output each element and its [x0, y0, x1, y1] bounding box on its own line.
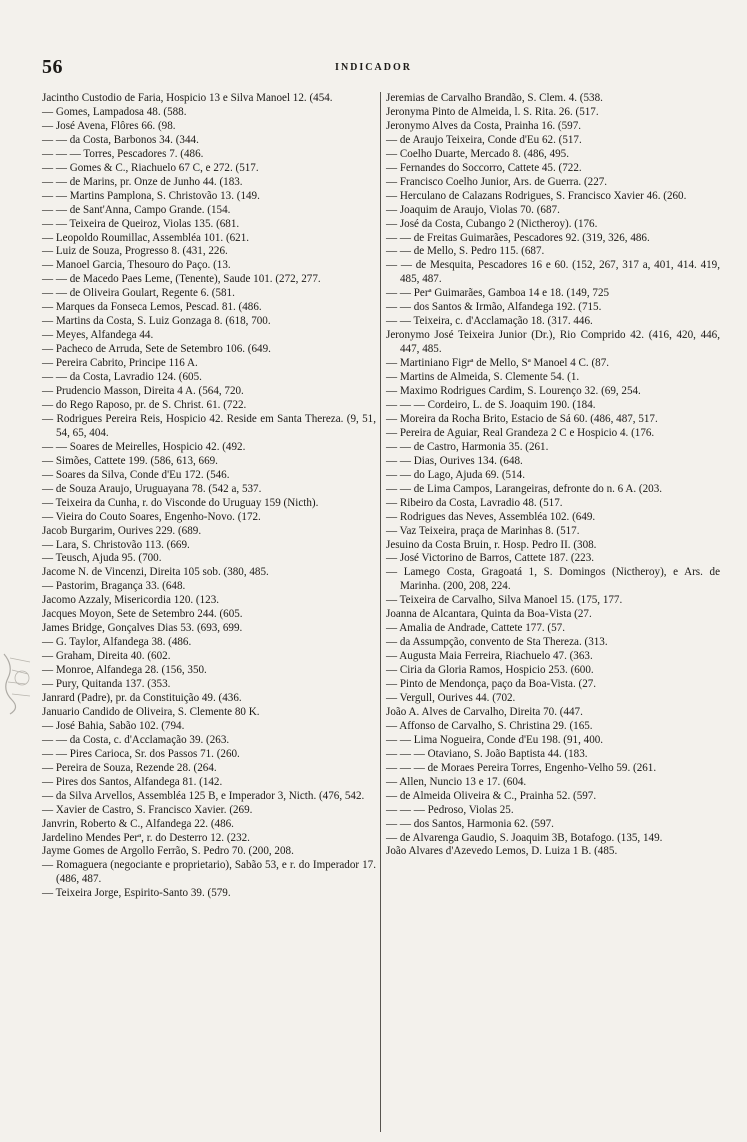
directory-entry: — Rodrigues das Neves, Assembléa 102. (649. [386, 510, 596, 523]
directory-entry: — da Silva Arvellos, Assembléa 125 B, e Imperador 3, Nicth. (476, 542. [42, 789, 365, 802]
directory-entry: — Moreira da Rocha Brito, Estacio de Sá 60. (486, 487, 517. [386, 412, 658, 425]
directory-entry: — Manoel Garcia, Thesouro do Paço. (13. [42, 259, 231, 272]
directory-entry: Jesuino da Costa Bruin, r. Hosp. Pedro II. (308. [386, 538, 597, 551]
directory-entry: — Romaguera (negociante e proprietario), Sabão 53, e r. do Imperador 17. (486, 487. [42, 859, 376, 886]
directory-entry: — Augusta Maia Ferreira, Riachuelo 47. (363. [386, 650, 593, 663]
directory-entry: Janvrin, Roberto & C., Alfandega 22. (486. [42, 817, 234, 830]
directory-entry: — Pastorim, Bragança 33. (648. [42, 580, 186, 593]
directory-entry: — — de Castro, Harmonia 35. (261. [386, 440, 549, 453]
directory-entry: — Xavier de Castro, S. Francisco Xavier. (269. [42, 803, 253, 816]
directory-entry: — — dos Santos & Irmão, Alfandega 192. (715. [386, 301, 602, 314]
directory-entry: — Amalia de Andrade, Cattete 177. (57. [386, 622, 565, 635]
directory-entry: — Ribeiro da Costa, Lavradio 48. (517. [386, 496, 563, 509]
directory-entry: — Marques da Fonseca Lemos, Pescad. 81. (486. [42, 301, 262, 314]
directory-entry: — — de Oliveira Goulart, Regente 6. (581. [42, 287, 235, 300]
directory-entry: — — Pires Carioca, Sr. dos Passos 71. (260. [42, 747, 240, 760]
directory-entry: — — Dias, Ourives 134. (648. [386, 454, 523, 467]
directory-entry: Jeronyma Pinto de Almeida, l. S. Rita. 26. (517. [386, 105, 599, 118]
directory-entry: — Pacheco de Arruda, Sete de Setembro 106. (649. [42, 343, 271, 356]
directory-entry: — Coelho Duarte, Mercado 8. (486, 495. [386, 147, 570, 160]
directory-entry: — Affonso de Carvalho, S. Christina 29. (165. [386, 719, 593, 732]
directory-entry: — Pinto de Mendonça, paço da Boa-Vista. (27. [386, 678, 597, 691]
directory-entry: Januario Candido de Oliveira, S. Clemente 80 K. [42, 705, 260, 718]
directory-entry: — — de Sant'Anna, Campo Grande. (154. [42, 203, 231, 216]
directory-entry: — Teixeira da Cunha, r. do Visconde do Uruguay 159 (Nicth). [42, 496, 319, 509]
directory-entry: — — Teixeira, c. d'Acclamação 18. (317. 446. [386, 315, 593, 328]
directory-entry: — Teixeira Jorge, Espirito-Santo 39. (579. [42, 887, 231, 900]
directory-entry: — da Assumpção, convento de Sta Thereza. (313. [386, 636, 608, 649]
directory-entry: — Rodrigues Pereira Reis, Hospicio 42. Reside em Santa Thereza. (9, 51, 54, 65, 404. [42, 412, 376, 439]
directory-entry: — Martins da Costa, S. Luiz Gonzaga 8. (618, 700. [42, 315, 271, 328]
column-divider [380, 92, 381, 1132]
directory-entry: — — — de Moraes Pereira Torres, Engenho-Velho 59. (261. [386, 761, 657, 774]
directory-entry: — Leopoldo Roumillac, Assembléa 101. (621. [42, 231, 250, 244]
directory-entry: — Luiz de Souza, Progresso 8. (431, 226. [42, 245, 228, 258]
directory-entry: — Graham, Direita 40. (602. [42, 650, 171, 663]
directory-entry: — Lamego Costa, Gragoatá 1, S. Domingos (Nictheroy), e Ars. de Marinha. (200, 208, 224. [386, 566, 720, 593]
directory-entry: Jardelino Mendes Perª, r. do Desterro 12. (232. [42, 831, 250, 844]
directory-entry: João A. Alves de Carvalho, Direita 70. (447. [386, 705, 583, 718]
directory-entry: — — — Otaviano, S. João Baptista 44. (183. [386, 747, 588, 760]
directory-entry: — Gomes, Lampadosa 48. (588. [42, 105, 187, 118]
directory-entry: — — — Torres, Pescadores 7. (486. [42, 147, 204, 160]
directory-entry: — — — Pedroso, Violas 25. [386, 803, 514, 816]
right-column [386, 92, 720, 859]
directory-entry: — G. Taylor, Alfandega 38. (486. [42, 636, 192, 649]
directory-entry: — Ciria da Gloria Ramos, Hospicio 253. (600. [386, 664, 594, 677]
directory-entry: — — — Cordeiro, L. de S. Joaquim 190. (184. [386, 398, 596, 411]
directory-entry: Jacome N. de Vincenzi, Direita 105 sob. (380, 485. [42, 566, 269, 579]
directory-entry: Jeremias de Carvalho Brandão, S. Clem. 4. (538. [386, 92, 603, 104]
directory-entry: — — Lima Nogueira, Conde d'Eu 198. (91, 400. [386, 733, 604, 746]
directory-entry: — Francisco Coelho Junior, Ars. de Guerra. (227. [386, 175, 608, 188]
directory-entry: — José Bahia, Sabão 102. (794. [42, 719, 185, 732]
directory-entry: — Pires dos Santos, Alfandega 81. (142. [42, 775, 223, 788]
directory-entry: Jayme Gomes de Argollo Ferrão, S. Pedro 70. (200, 208. [42, 845, 294, 858]
directory-entry: — José Avena, Flôres 66. (98. [42, 119, 176, 132]
directory-entry: — Lara, S. Christovão 113. (669. [42, 538, 190, 551]
directory-entry: — Allen, Nuncio 13 e 17. (604. [386, 775, 527, 788]
directory-entry: Joanna de Alcantara, Quinta da Boa-Vista (27. [386, 608, 592, 621]
directory-entry: — — da Costa, Barbonos 34. (344. [42, 133, 199, 146]
directory-entry: — — de Freitas Guimarães, Pescadores 92. (319, 326, 486. [386, 231, 650, 244]
directory-entry: Janrard (Padre), pr. da Constituição 49. (436. [42, 691, 242, 704]
directory-entry: João Alvares d'Azevedo Lemos, D. Luiza 1 B. (485. [386, 845, 618, 858]
directory-entry: — — dos Santos, Harmonia 62. (597. [386, 817, 554, 830]
directory-entry: — José Victorino de Barros, Cattete 187. (223. [386, 552, 595, 565]
directory-entry: — Teusch, Ajuda 95. (700. [42, 552, 162, 565]
running-head: INDICADOR [335, 62, 412, 73]
directory-entry: Jacomo Azzaly, Misericordia 120. (123. [42, 594, 220, 607]
directory-entry: — — de Marins, pr. Onze de Junho 44. (183. [42, 175, 243, 188]
directory-entry: — — de Lima Campos, Larangeiras, defronte do n. 6 A. (203. [386, 482, 663, 495]
directory-entry: — — do Lago, Ajuda 69. (514. [386, 468, 525, 481]
left-column [42, 92, 376, 901]
directory-entry: — Martins de Almeida, S. Clemente 54. (1. [386, 371, 580, 384]
library-stamp-icon [0, 648, 36, 718]
directory-entry: — Vaz Teixeira, praça de Marinhas 8. (517. [386, 524, 580, 537]
directory-entry: — Maximo Rodrigues Cardim, S. Lourenço 32. (69, 254. [386, 385, 641, 398]
directory-entry: Jacob Burgarim, Ourives 229. (689. [42, 524, 202, 537]
directory-entry: — Pury, Quitanda 137. (353. [42, 678, 171, 691]
directory-entry: — — Martins Pamplona, S. Christovão 13. (149. [42, 189, 260, 202]
directory-entry: Jeronymo José Teixeira Junior (Dr.), Rio Comprido 42. (416, 420, 446, 447, 485. [386, 329, 720, 356]
directory-entry: — de Alvarenga Gaudio, S. Joaquim 3B, Botafogo. (135, 149. [386, 831, 663, 844]
directory-entry: — Soares da Silva, Conde d'Eu 172. (546. [42, 468, 230, 481]
directory-entry: — Monroe, Alfandega 28. (156, 350. [42, 664, 207, 677]
directory-entry: Jacintho Custodio de Faria, Hospicio 13 e Silva Manoel 12. (454. [42, 92, 333, 104]
directory-entry: — Simões, Cattete 199. (586, 613, 669. [42, 454, 218, 467]
directory-entry: — de Souza Araujo, Uruguayana 78. (542 a, 537. [42, 482, 262, 495]
directory-entry: — Joaquim de Araujo, Violas 70. (687. [386, 203, 560, 216]
page-number: 56 [42, 56, 63, 78]
directory-entry: James Bridge, Gonçalves Dias 53. (693, 699. [42, 622, 243, 635]
directory-entry: — — da Costa, c. d'Acclamação 39. (263. [42, 733, 230, 746]
directory-entry: — do Rego Raposo, pr. de S. Christ. 61. (722. [42, 398, 247, 411]
directory-entry: — Pereira de Souza, Rezende 28. (264. [42, 761, 217, 774]
directory-entry: — — de Mello, S. Pedro 115. (687. [386, 245, 545, 258]
directory-entry: — José da Costa, Cubango 2 (Nictheroy). (176. [386, 217, 598, 230]
directory-entry: — Vieira do Couto Soares, Engenho-Novo. (172. [42, 510, 261, 523]
directory-entry: — Pereira de Aguiar, Real Grandeza 2 C e Hospicio 4. (176. [386, 426, 655, 439]
directory-entry: — — de Mesquita, Pescadores 16 e 60. (152, 267, 317 a, 401, 414. 419, 485, 487. [386, 259, 720, 286]
directory-entry: — Herculano de Calazans Rodrigues, S. Francisco Xavier 46. (260. [386, 189, 687, 202]
directory-entry: Jacques Moyon, Sete de Setembro 244. (605. [42, 608, 243, 621]
directory-entry: — Prudencio Masson, Direita 4 A. (564, 720. [42, 385, 244, 398]
directory-entry: — Pereira Cabrito, Principe 116 A. [42, 357, 198, 370]
directory-entry: — — Perª Guimarães, Gamboa 14 e 18. (149, 725 [386, 287, 610, 300]
directory-entry: — — Soares de Meirelles, Hospicio 42. (492. [42, 440, 246, 453]
directory-entry: — — Gomes & C., Riachuelo 67 C, e 272. (517. [42, 161, 259, 174]
directory-entry: — Martiniano Figrª de Mello, Sª Manoel 4 C. (87. [386, 357, 610, 370]
directory-entry: — Meyes, Alfandega 44. [42, 329, 154, 342]
directory-entry: — de Araujo Teixeira, Conde d'Eu 62. (517. [386, 133, 582, 146]
directory-entry: — — Teixeira de Queiroz, Violas 135. (681. [42, 217, 240, 230]
directory-entry: Jeronymo Alves da Costa, Prainha 16. (597. [386, 119, 582, 132]
directory-entry: — Fernandes do Soccorro, Cattete 45. (722. [386, 161, 582, 174]
directory-entry: — Teixeira de Carvalho, Silva Manoel 15. (175, 177. [386, 594, 623, 607]
directory-entry: — Vergull, Ourives 44. (702. [386, 691, 516, 704]
directory-entry: — — de Macedo Paes Leme, (Tenente), Saude 101. (272, 277. [42, 273, 321, 286]
directory-entry: — — da Costa, Lavradio 124. (605. [42, 371, 202, 384]
directory-entry: — de Almeida Oliveira & C., Prainha 52. (597. [386, 789, 597, 802]
